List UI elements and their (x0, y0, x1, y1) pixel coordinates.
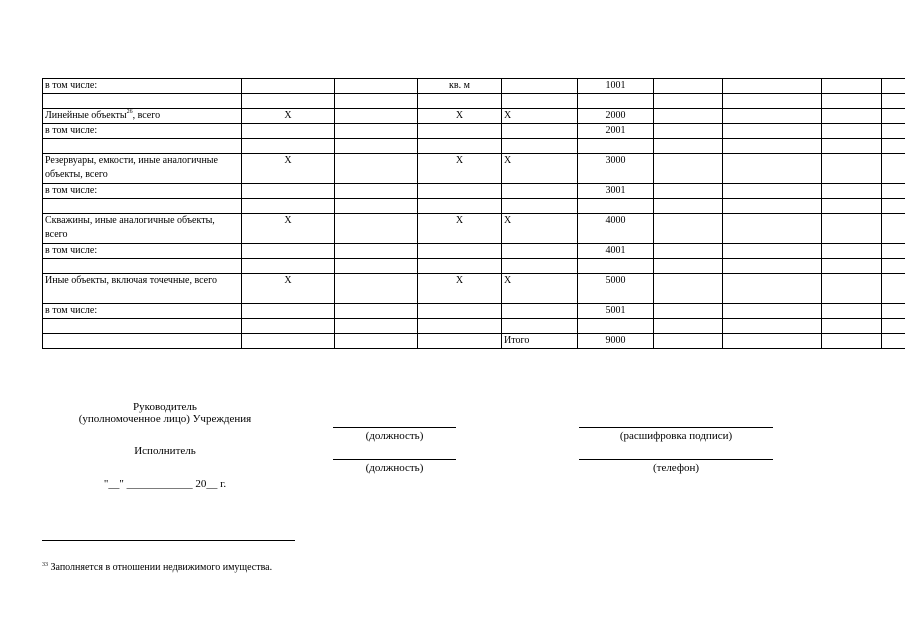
table-cell (723, 184, 822, 199)
table-cell (242, 199, 335, 214)
table-cell (578, 214, 654, 244)
position-caption-2: (должность) (365, 462, 424, 474)
table-cell (723, 304, 822, 319)
cell-text: 5001 (605, 305, 626, 316)
table-cell (723, 214, 822, 244)
head-label (60, 401, 270, 425)
cell-text: кв. м (449, 80, 470, 91)
table-cell (882, 79, 905, 94)
row-label-cell (43, 199, 242, 214)
table-cell (418, 259, 502, 274)
row-label-cell (43, 274, 242, 304)
table-cell (578, 259, 654, 274)
cell-text: 2000 (605, 110, 626, 121)
table-cell (578, 154, 654, 184)
table-row (43, 124, 905, 139)
table-cell (882, 259, 905, 274)
cell-text: 3001 (605, 185, 626, 196)
table-cell (882, 94, 905, 109)
table-cell (654, 259, 723, 274)
footnote-number: 33 (42, 562, 48, 568)
table-cell (502, 139, 578, 154)
table-cell (502, 79, 578, 94)
table-cell (502, 214, 578, 244)
executor-label: Исполнитель (134, 445, 196, 457)
cell-text: в том числе: (45, 245, 98, 256)
table-row (43, 244, 905, 259)
table-cell (502, 199, 578, 214)
table-cell (242, 79, 335, 94)
table-cell (418, 94, 502, 109)
table-cell (418, 109, 502, 124)
table-cell (654, 139, 723, 154)
row-label-cell (43, 94, 242, 109)
row-label-cell (43, 319, 242, 334)
cell-text: Х (455, 110, 464, 121)
table-cell (723, 109, 822, 124)
table-cell (882, 139, 905, 154)
cell-text: Скважины, иные аналогичные объекты, всего (45, 215, 215, 240)
table-cell (335, 184, 418, 199)
table-cell (723, 94, 822, 109)
footnote-text: Заполняется в отношении недвижимого имущества. (50, 562, 273, 573)
row-label-cell (43, 259, 242, 274)
cell-text: Резервуары, емкости, иные аналогичные объекты, всего (45, 155, 218, 180)
table-cell (654, 274, 723, 304)
table-cell (723, 154, 822, 184)
cell-text: 1001 (605, 80, 626, 91)
cell-text: в том числе: (45, 125, 98, 136)
table-cell (578, 79, 654, 94)
phone-caption: (телефон) (652, 462, 700, 474)
phone-line (579, 459, 773, 460)
table-cell (502, 124, 578, 139)
footnote-reference: 26 (126, 109, 133, 115)
table-cell (502, 244, 578, 259)
table-cell (502, 184, 578, 199)
row-label-cell (43, 214, 242, 244)
table-cell (654, 199, 723, 214)
table-cell (242, 304, 335, 319)
table-cell (822, 184, 882, 199)
row-label-cell (43, 304, 242, 319)
table-cell (502, 319, 578, 334)
cell-text: Х (284, 155, 292, 166)
table-cell (242, 259, 335, 274)
table-cell (335, 274, 418, 304)
row-label-cell (43, 109, 242, 124)
table-cell (822, 319, 882, 334)
table-cell (242, 154, 335, 184)
date-line: "__" ____________ 20__ г. (103, 478, 227, 490)
cell-text: 2001 (605, 125, 626, 136)
table-cell (822, 274, 882, 304)
cell-text: 4001 (605, 245, 626, 256)
table-cell (335, 94, 418, 109)
row-label-cell (43, 124, 242, 139)
cell-text: в том числе: (45, 305, 98, 316)
table-cell (822, 199, 882, 214)
footnote-separator (42, 540, 295, 541)
table-cell (418, 184, 502, 199)
table-cell (723, 319, 822, 334)
table-cell (654, 334, 723, 349)
cell-text: Х (455, 275, 464, 286)
table-cell (502, 154, 578, 184)
table-cell (723, 244, 822, 259)
table-cell (242, 124, 335, 139)
table-cell (335, 259, 418, 274)
position-signature-line-1 (333, 427, 456, 428)
table-cell (882, 124, 905, 139)
table-row (43, 199, 905, 214)
cell-text: Итого (504, 335, 530, 346)
cell-text: в том числе: (45, 185, 98, 196)
table-cell (723, 199, 822, 214)
table-cell (822, 79, 882, 94)
table-cell (822, 139, 882, 154)
table-row (43, 259, 905, 274)
position-signature-line-2 (333, 459, 456, 460)
table-cell (418, 319, 502, 334)
row-label-cell (43, 334, 242, 349)
table-cell (882, 319, 905, 334)
table-cell (882, 109, 905, 124)
table-cell (654, 154, 723, 184)
cell-text: Линейные объекты (45, 110, 127, 121)
table-cell (882, 304, 905, 319)
cell-text: 9000 (605, 335, 626, 346)
decoding-caption: (расшифровка подписи) (619, 430, 733, 442)
table-cell (578, 109, 654, 124)
table-cell (882, 334, 905, 349)
table-cell (654, 319, 723, 334)
table-row (43, 109, 905, 124)
table-cell (335, 334, 418, 349)
table-cell (723, 334, 822, 349)
table-row (43, 304, 905, 319)
cell-text: Х (504, 215, 512, 226)
table-cell (822, 94, 882, 109)
report-table (42, 78, 905, 349)
table-cell (882, 214, 905, 244)
table-cell (882, 244, 905, 259)
table-cell (723, 274, 822, 304)
table-cell (335, 319, 418, 334)
table-row (43, 274, 905, 304)
table-cell (822, 244, 882, 259)
table-cell (654, 184, 723, 199)
table-row (43, 334, 905, 349)
table-cell (418, 334, 502, 349)
table-cell (502, 259, 578, 274)
table-cell (418, 244, 502, 259)
table-cell (418, 214, 502, 244)
table-cell (654, 244, 723, 259)
table-cell (242, 319, 335, 334)
row-label-cell (43, 139, 242, 154)
table-cell (654, 79, 723, 94)
table-row (43, 139, 905, 154)
table-cell (335, 124, 418, 139)
table-cell (335, 109, 418, 124)
table-cell (418, 304, 502, 319)
table-cell (335, 214, 418, 244)
table-cell (822, 259, 882, 274)
table-cell (502, 109, 578, 124)
cell-text: Х (504, 110, 512, 121)
table-cell (242, 334, 335, 349)
cell-text: Х (284, 215, 292, 226)
table-cell (654, 124, 723, 139)
table-cell (335, 244, 418, 259)
position-caption-1: (должность) (365, 430, 424, 442)
table-cell (335, 139, 418, 154)
table-cell (723, 259, 822, 274)
table-row (43, 184, 905, 199)
table-cell (502, 274, 578, 304)
table-cell (502, 304, 578, 319)
table-cell (578, 199, 654, 214)
table-cell (882, 274, 905, 304)
table-cell (418, 124, 502, 139)
head-label-line1: Руководитель (133, 401, 197, 413)
table-cell (578, 94, 654, 109)
cell-text: в том числе: (45, 80, 98, 91)
row-label-cell (43, 79, 242, 94)
table-cell (723, 139, 822, 154)
table-cell (242, 94, 335, 109)
table-cell (822, 109, 882, 124)
table-row (43, 154, 905, 184)
footnote (42, 562, 272, 573)
table-cell (578, 334, 654, 349)
table-cell (502, 334, 578, 349)
table-cell (654, 94, 723, 109)
table-cell (654, 214, 723, 244)
table-cell (242, 214, 335, 244)
table-row (43, 214, 905, 244)
table-cell (822, 214, 882, 244)
cell-text: Х (455, 215, 464, 226)
cell-text: 4000 (605, 215, 626, 226)
table-cell (578, 304, 654, 319)
table-cell (654, 304, 723, 319)
cell-text: Х (504, 155, 512, 166)
table-cell (335, 154, 418, 184)
table-cell (723, 79, 822, 94)
table-cell (882, 154, 905, 184)
table-cell (335, 199, 418, 214)
table-cell (822, 304, 882, 319)
table-cell (578, 274, 654, 304)
table-cell (418, 79, 502, 94)
table-cell (882, 199, 905, 214)
cell-text: Х (504, 275, 512, 286)
table-cell (822, 154, 882, 184)
table-row (43, 319, 905, 334)
table-cell (723, 124, 822, 139)
table-cell (335, 304, 418, 319)
head-label-line2: (уполномоченное лицо) Учреждения (78, 413, 252, 425)
table-cell (242, 274, 335, 304)
table-cell (418, 274, 502, 304)
table-cell (578, 139, 654, 154)
decoding-signature-line (579, 427, 773, 428)
table-cell (822, 334, 882, 349)
table-cell (418, 154, 502, 184)
table-cell (822, 124, 882, 139)
table-cell (418, 199, 502, 214)
cell-text: Х (455, 155, 464, 166)
table-cell (242, 184, 335, 199)
table-row (43, 94, 905, 109)
table-cell (578, 244, 654, 259)
table-cell (242, 139, 335, 154)
cell-text: Х (284, 110, 292, 121)
table-cell (335, 79, 418, 94)
table-cell (654, 109, 723, 124)
table-cell (578, 124, 654, 139)
cell-text: Х (284, 275, 292, 286)
table-cell (418, 139, 502, 154)
table-row (43, 79, 905, 94)
cell-text: Иные объекты, включая точечные, всего (45, 275, 217, 286)
row-label-cell (43, 244, 242, 259)
cell-text: 3000 (605, 155, 626, 166)
row-label-cell (43, 184, 242, 199)
table-cell (502, 94, 578, 109)
table-cell (242, 109, 335, 124)
table-cell (578, 319, 654, 334)
table-cell (578, 184, 654, 199)
table-cell (882, 184, 905, 199)
cell-text-tail: , всего (132, 110, 161, 121)
row-label-cell (43, 154, 242, 184)
table-cell (242, 244, 335, 259)
cell-text: 5000 (605, 275, 626, 286)
